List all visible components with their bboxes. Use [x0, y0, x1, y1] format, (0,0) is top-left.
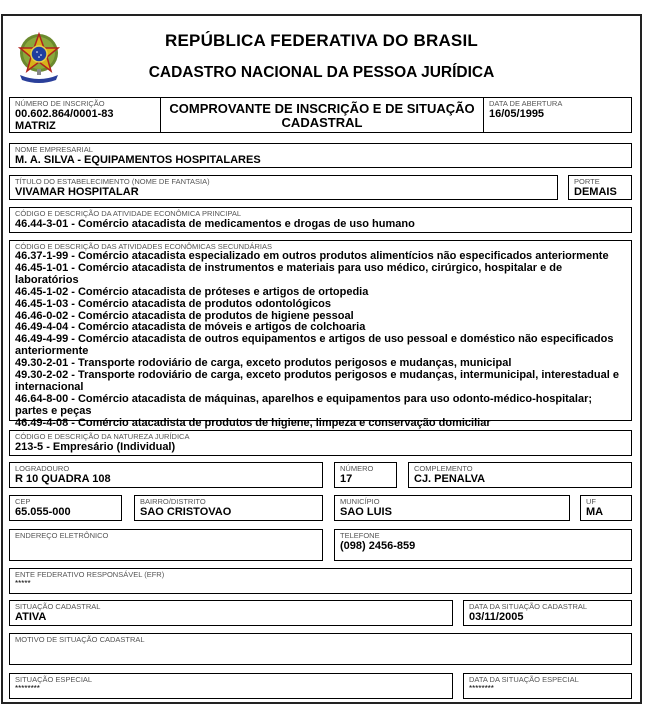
abertura-box: [483, 97, 632, 133]
bairro-box: [134, 495, 323, 521]
atividades-secundarias-list: [15, 251, 626, 430]
titulo-estabelecimento-box: [9, 175, 558, 200]
titulo-estabelecimento-label: TÍTULO DO ESTABELECIMENTO (NOME DE FANTASIA): [15, 177, 210, 186]
uf-box: [580, 495, 632, 521]
inscricao-numero: 00.602.864/0001-83: [15, 108, 114, 120]
telefone-value: (098) 2456-859: [340, 540, 416, 552]
atividades-secundarias-box: [9, 240, 632, 429]
atividade-principal-box: [9, 207, 632, 233]
porte-box: [568, 175, 632, 200]
email-box: [9, 529, 323, 561]
numero-value: 17: [340, 473, 353, 485]
list-item: 46.64-8-00 - Comércio atacadista de máquinas, aparelhos e equipamentos para uso odonto-médico-hospitalar; partes e peças: [15, 392, 593, 417]
complemento-value: CJ. PENALVA: [414, 473, 486, 485]
motivo-label: MOTIVO DE SITUAÇÃO CADASTRAL: [15, 635, 145, 644]
municipio-value: SAO LUIS: [340, 506, 392, 518]
logradouro-value: R 10 QUADRA 108: [15, 473, 111, 485]
abertura-value: 16/05/1995: [489, 108, 545, 120]
atividades-secundarias-label: CÓDIGO E DESCRIÇÃO DAS ATIVIDADES ECONÔMICAS SECUNDÁRIAS: [15, 242, 272, 251]
municipio-label: MUNICÍPIO: [340, 497, 380, 506]
numero-box: [334, 462, 397, 488]
inscricao-box: [9, 97, 161, 133]
atividade-principal-label: CÓDIGO E DESCRIÇÃO DA ATIVIDADE ECONÔMICA PRINCIPAL: [15, 209, 242, 218]
bairro-value: SAO CRISTOVAO: [140, 506, 232, 518]
inscricao-label: NÚMERO DE INSCRIÇÃO: [15, 99, 105, 108]
list-item: 46.49-4-04 - Comércio atacadista de móveis e artigos de colchoaria: [15, 321, 366, 334]
titulo-estabelecimento-value: VIVAMAR HOSPITALAR: [15, 186, 139, 198]
situacao-box: [9, 600, 453, 626]
efr-value: *****: [15, 579, 31, 588]
situacao-especial-value: ********: [15, 684, 40, 693]
situacao-value: ATIVA: [15, 611, 47, 623]
telefone-label: TELEFONE: [340, 531, 380, 540]
list-item: 46.46-0-02 - Comércio atacadista de produtos de higiene pessoal: [15, 309, 354, 322]
efr-label: ENTE FEDERATIVO RESPONSÁVEL (EFR): [15, 570, 165, 579]
uf-value: MA: [586, 506, 604, 518]
email-label: ENDEREÇO ELETRÔNICO: [15, 531, 109, 540]
data-situacao-especial-label: DATA DA SITUAÇÃO ESPECIAL: [469, 675, 579, 684]
municipio-box: [334, 495, 570, 521]
cep-box: [9, 495, 122, 521]
page-subtitle: CADASTRO NACIONAL DA PESSOA JURÍDICA: [148, 64, 495, 81]
abertura-label: DATA DE ABERTURA: [489, 99, 563, 108]
page-title: REPÚBLICA FEDERATIVA DO BRASIL: [165, 31, 478, 50]
cep-value: 65.055-000: [15, 506, 71, 518]
situacao-label: SITUAÇÃO CADASTRAL: [15, 602, 101, 611]
data-situacao-value: 03/11/2005: [469, 611, 524, 623]
numero-label: NÚMERO: [340, 464, 374, 473]
situacao-especial-box: [9, 673, 453, 699]
nome-empresarial-value: M. A. SILVA - EQUIPAMENTOS HOSPITALARES: [15, 154, 261, 166]
motivo-box: [9, 633, 632, 665]
natureza-juridica-box: [9, 430, 632, 456]
list-item: 46.45-1-02 - Comércio atacadista de próteses e artigos de ortopedia: [15, 285, 369, 298]
cep-label: CEP: [15, 497, 31, 506]
porte-label: PORTE: [574, 177, 600, 186]
list-item: 49.30-2-01 - Transporte rodoviário de carga, exceto produtos perigosos e mudanças, municipal: [15, 357, 512, 370]
logradouro-label: LOGRADOURO: [15, 464, 70, 473]
list-item: 46.37-1-99 - Comércio atacadista especializado em outros produtos alimentícios não especificados anteriormente: [15, 250, 609, 262]
porte-value: DEMAIS: [574, 186, 617, 198]
data-situacao-especial-value: ********: [469, 684, 494, 693]
nome-empresarial-label: NOME EMPRESARIAL: [15, 145, 93, 154]
complemento-label: COMPLEMENTO: [414, 464, 473, 473]
atividade-principal-value: 46.44-3-01 - Comércio atacadista de medicamentos e drogas de uso humano: [15, 218, 415, 230]
efr-box: [9, 568, 632, 594]
telefone-box: [334, 529, 632, 561]
list-item: 46.45-1-03 - Comércio atacadista de produtos odontológicos: [15, 297, 332, 310]
complemento-box: [408, 462, 632, 488]
uf-label: UF: [586, 497, 596, 506]
document-title: COMPROVANTE DE INSCRIÇÃO E DE SITUAÇÃO CADASTRAL: [160, 97, 484, 133]
natureza-juridica-value: 213-5 - Empresário (Individual): [15, 441, 176, 453]
list-item: 49.30-2-02 - Transporte rodoviário de carga, exceto produtos perigosos e mudanças, intermunicipal, interestadual e internacional: [15, 369, 619, 393]
situacao-especial-label: SITUAÇÃO ESPECIAL: [15, 675, 93, 684]
natureza-juridica-label: CÓDIGO E DESCRIÇÃO DA NATUREZA JURÍDICA: [15, 432, 190, 441]
logradouro-box: [9, 462, 323, 488]
data-situacao-especial-box: [463, 673, 632, 699]
data-situacao-label: DATA DA SITUAÇÃO CADASTRAL: [469, 602, 588, 611]
inscricao-tipo: MATRIZ: [15, 120, 56, 132]
bairro-label: BAIRRO/DISTRITO: [140, 497, 206, 506]
list-item: 46.49-4-99 - Comércio atacadista de outros equipamentos e artigos de uso pessoal e doméstico não especificados anteriormente: [15, 333, 614, 358]
list-item: 46.45-1-01 - Comércio atacadista de instrumentos e materiais para uso médico, cirúrgico, hospitalar e de laboratórios: [15, 261, 563, 286]
nome-empresarial-box: [9, 143, 632, 168]
data-situacao-box: [463, 600, 632, 626]
list-item: 46.49-4-08 - Comércio atacadista de produtos de higiene, limpeza e conservação domiciliar: [15, 416, 491, 429]
